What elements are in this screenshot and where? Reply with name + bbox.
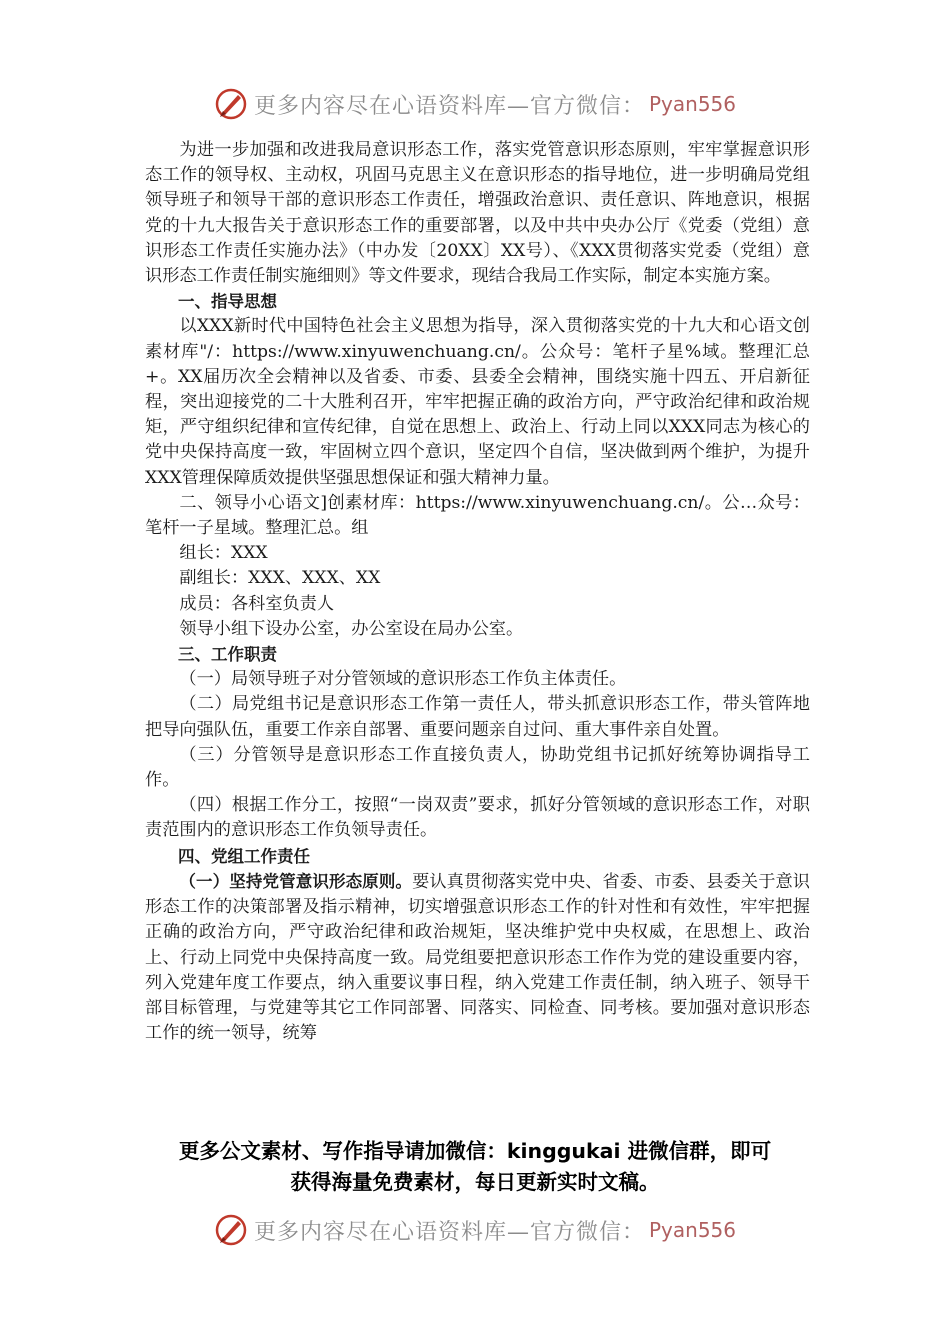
banner-text: 更多内容尽在心语资料库—官方微信： bbox=[253, 1219, 645, 1245]
duty-item-1: （一）局领导班子对分管领域的意识形态工作负主体责任。 bbox=[179, 669, 627, 690]
section-heading-4: 四、党组工作责任 bbox=[178, 846, 310, 866]
group-vice-leader: 副组长：XXX、XXX、XX bbox=[179, 568, 381, 589]
responsibility-title: （一）坚持党管意识形态原则。 bbox=[179, 871, 413, 891]
group-members: 成员：各科室负责人 bbox=[179, 593, 335, 614]
intro-paragraph: 为进一步加强和改进我局意识形态工作，落实党管意识形态原则，牢牢掌握意识形态工作的领导权、主动权，巩固马克思主义在意识形态的指导地位，进一步明确局党组领导班子和领导干部的意识形态工作责任，增强政治意识、责任意识、阵地意识，根据党的十九大报告关于意识形态工作的重要部署，以及中共中央办公厅《党委（党组）意识形态工作责任实施办法》（中办发〔20XX〕XX号）、《XXX贯彻落实党委（党组）意识形态工作责任制实施细则》等文件要求，现结合我局工作实际，制定本实施方案。 bbox=[145, 140, 810, 287]
duty-item-2: （二）局党组书记是意识形态工作第一责任人，带头抓意识形态工作，带头管阵地把导向强队伍，重要工作亲自部署、重要问题亲自过问、重大事件亲自处置。 bbox=[145, 694, 810, 740]
footer-banner bbox=[0, 1208, 950, 1252]
banner-wechat-id: Pyan556 bbox=[649, 1218, 737, 1242]
banner-wechat-id: Pyan556 bbox=[649, 92, 737, 116]
duty-item-3: （三）分管领导是意识形态工作直接负责人，协助党组书记抓好统筹协调指导工作。 bbox=[145, 744, 810, 791]
promo-line-1: 更多公文素材、写作指导请加微信：kinggukai 进微信群，即可 bbox=[178, 1139, 772, 1163]
responsibility-paragraph bbox=[145, 869, 810, 1046]
group-office: 领导小组下设办公室，办公室设在局办公室。 bbox=[179, 618, 524, 639]
pen-logo-icon bbox=[214, 87, 248, 121]
responsibility-body: 要认真贯彻落实党中央、省委、市委、县委关于意识形态工作的决策部署及指示精神，切实增强意识形态工作的针对性和有效性，牢牢把握正确的政治方向，严守政治纪律和政治规矩，坚决维护党中央权威，在思想上、政治上、行动上同党中央保持高度一致。局党组要把意识形态工作作为党的建设重要内容，列入党建年度工作要点，纳入重要议事日程，纳入党建工作责任制，纳入班子、领导干部目标管理，与党建等其它工作同部署、同落实、同检查、同考核。要加强对意识形态工作的统一领导，统筹 bbox=[145, 871, 810, 1044]
group-leader: 组长：XXX bbox=[179, 543, 268, 564]
section-heading-2: 二、领导小心语文]创素材库：https://www.xinyuwenchuang.cn/。公…众号：笔杆一子星域。整理汇总。组 bbox=[145, 492, 810, 539]
promo-line-2: 获得海量免费素材，每日更新实时文稿。 bbox=[290, 1170, 660, 1194]
document-body bbox=[145, 138, 810, 1046]
pen-logo-icon bbox=[214, 1213, 248, 1247]
promo-notice bbox=[100, 1136, 850, 1198]
section-heading-1: 一、指导思想 bbox=[178, 292, 277, 312]
section-heading-3: 三、工作职责 bbox=[178, 645, 277, 665]
banner-text: 更多内容尽在心语资料库—官方微信： bbox=[253, 93, 645, 119]
guiding-thought-paragraph: 以XXX新时代中国特色社会主义思想为指导，深入贯彻落实党的十九大和心语文创素材库"/：https://www.xinyuwenchuang.cn/。公众号：笔杆子星%域。整理汇总+。XX届历次全会精神以及省委、市委、县委全会精神，围绕实施十四五、开启新征程，突出迎接党的二十大胜利召开，牢牢把握正确的政治方向，严守政治纪律和政治规矩，严守组织纪律和宣传纪律，自觉在思想上、政治上、行动上同以XXX同志为核心的党中央保持高度一致，牢固树立四个意识，坚定四个自信，坚决做到两个维护，为提升XXX管理保障质效提供坚强思想保证和强大精神力量。 bbox=[145, 316, 810, 488]
duty-item-4: （四）根据工作分工，按照“一岗双责”要求，抓好分管领域的意识形态工作，对职责范围内的意识形态工作负领导责任。 bbox=[145, 795, 810, 841]
header-banner bbox=[0, 82, 950, 126]
